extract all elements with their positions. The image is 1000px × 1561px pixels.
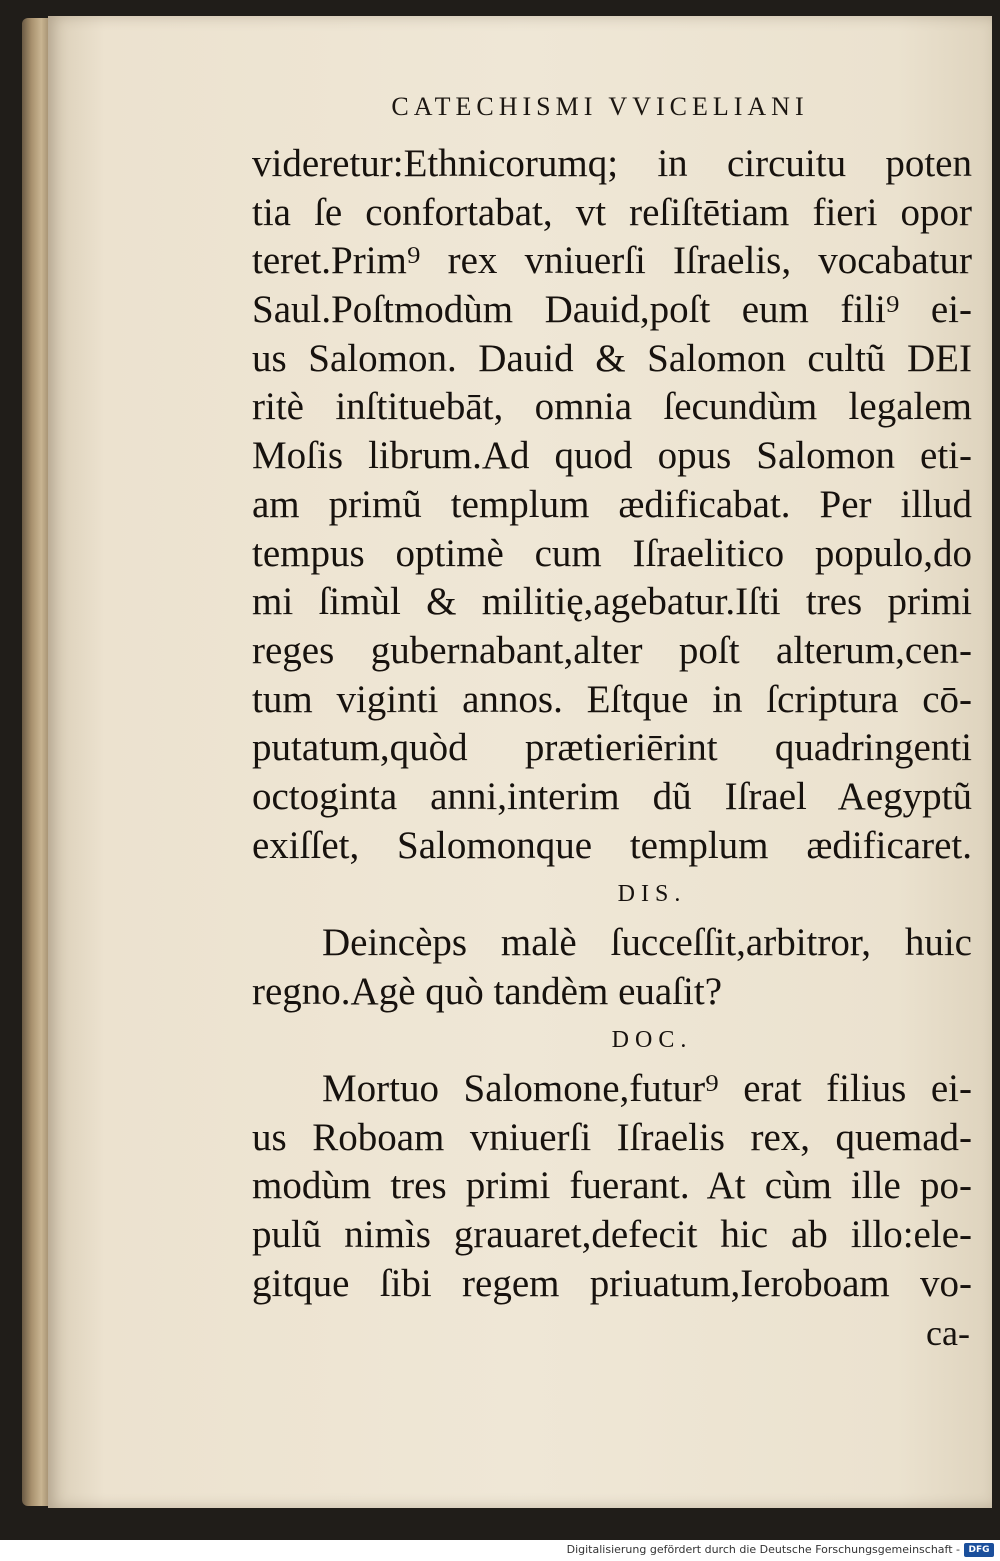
text-line: octoginta anni,interim dũ Iſrael Aegyptũ: [252, 774, 972, 818]
page-text: [252, 140, 972, 1357]
text-line: us Salomon. Dauid & Salomon cultũ DEI: [252, 336, 972, 380]
text-line: videretur:Ethnicorumq; in circuitu poten: [252, 142, 972, 185]
text-line: gitque ſibi regem priuatum,Ieroboam vo-: [252, 1261, 972, 1305]
text-line: regno.Agè quò tandèm euaſit?: [252, 969, 722, 1013]
text-line: pulũ nimìs grauaret,defecit hic ab illo:ele-: [252, 1213, 972, 1257]
running-head: CATECHISMI VVICELIANI: [391, 92, 809, 121]
text-line: Moſis librum.Ad quod opus Salomon eti-: [252, 434, 972, 478]
text-line: putatum,quòd prætieriērint quadringenti: [252, 726, 972, 770]
dfg-logo: DFG: [964, 1543, 994, 1557]
text-line: tempus optimè cum Iſraelitico populo,do: [252, 531, 972, 575]
text-line: am primũ templum ædificabat. Per illud: [252, 482, 972, 526]
text-line: Deincèps malè ſucceſſit,arbitror, huic: [322, 921, 972, 964]
text-line: tia ſe confortabat, vt reſiſtētiam fieri opor: [252, 190, 972, 234]
funding-credit: Digitalisierung gefördert durch die Deutsche Forschungsgemeinschaft -: [566, 1543, 960, 1556]
text-line: modùm tres primi fuerant. At cùm ille po-: [252, 1164, 972, 1208]
text-line: Saul.Poſtmodùm Dauid,poſt eum fili⁹ ei-: [252, 288, 972, 332]
text-line: teret.Prim⁹ rex vniuerſi Iſraelis, vocabatur: [252, 239, 972, 283]
text-line: us Roboam vniuerſi Iſraelis rex, quemad-: [252, 1115, 972, 1159]
text-line: reges gubernabant,alter poſt alterum,cen-: [252, 628, 972, 672]
text-line: ritè inſtituebāt, omnia ſecundùm legalem: [252, 385, 972, 429]
text-line: exiſſet, Salomonque templum ædificaret.: [252, 823, 972, 867]
text-line: tum viginti annos. Eſtque in ſcriptura cō-: [252, 677, 972, 721]
catchword: ca-: [926, 1312, 970, 1353]
speaker-label-doc: DOC.: [611, 1027, 693, 1054]
text-line: Mortuo Salomone,futur⁹ erat filius ei-: [322, 1067, 972, 1111]
footer-bar: [0, 1540, 1000, 1561]
speaker-label-dis: DIS.: [617, 881, 687, 908]
text-line: mi ſimùl & militię,agebatur.Iſti tres primi: [252, 580, 972, 624]
